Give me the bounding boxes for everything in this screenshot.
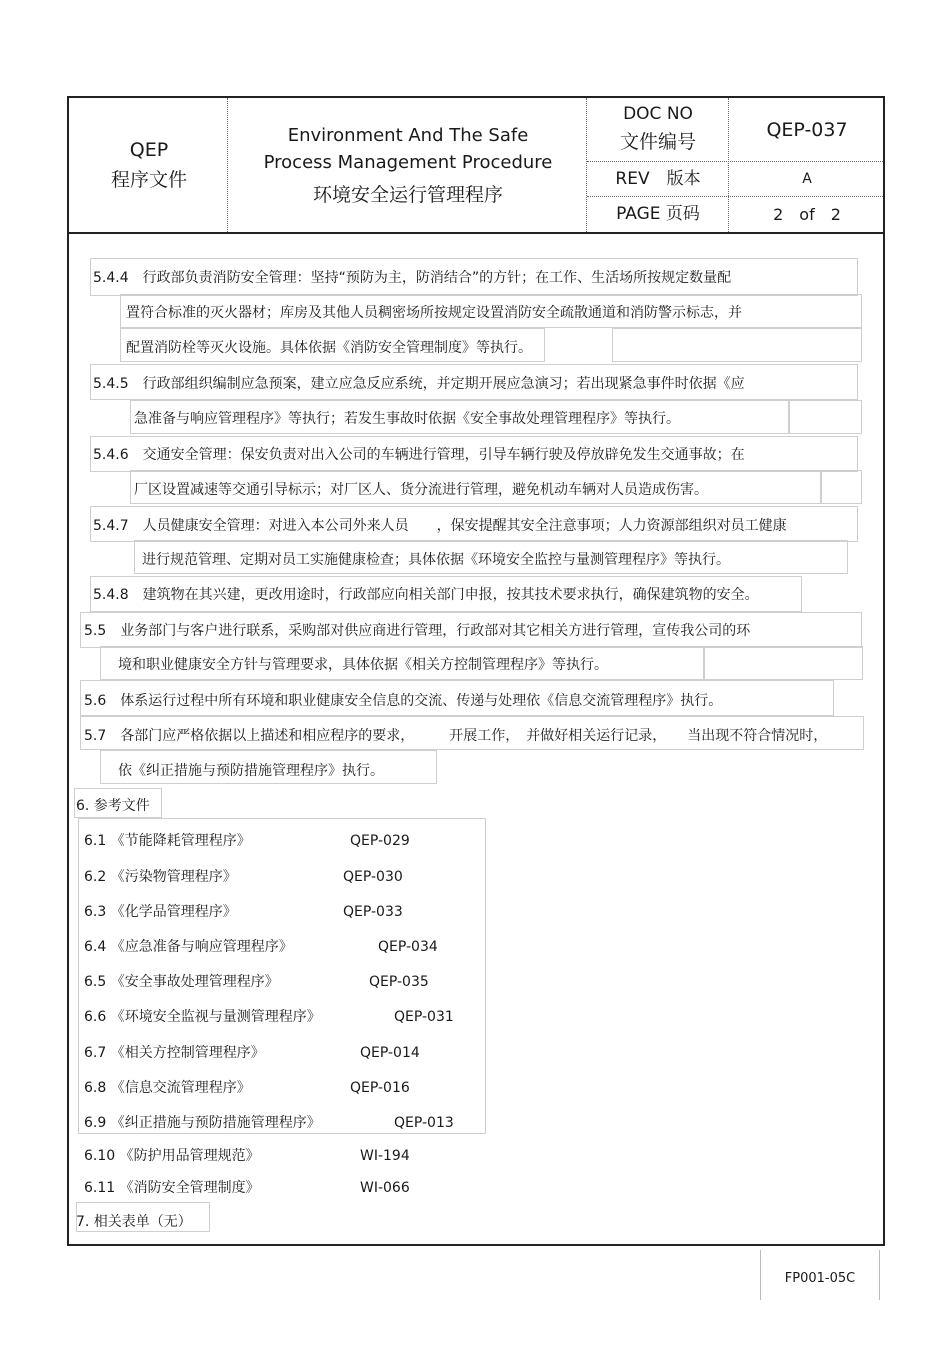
text-line: 5.5 业务部门与客户进行联系，采购部对供应商进行管理，行政部对其它相关方进行管理，宣传我公司的环 xyxy=(84,623,751,639)
reference-code: QEP-033 xyxy=(343,904,403,920)
text-line: 依《纠正措施与预防措施管理程序》执行。 xyxy=(118,763,384,779)
text-line: 进行规范管理、定期对员工实施健康检查；具体依据《环境安全监控与量测管理程序》等执行。 xyxy=(142,552,730,568)
reference-code: QEP-031 xyxy=(394,1009,454,1025)
reference-name: 6.7 《相关方控制管理程序》 xyxy=(84,1045,265,1061)
reference-code: WI-194 xyxy=(360,1148,410,1164)
line-box xyxy=(820,470,862,504)
page-value: 2 of 2 xyxy=(773,205,841,224)
reference-name: 6.11 《消防安全管理制度》 xyxy=(84,1180,260,1196)
reference-name: 6.1 《节能降耗管理程序》 xyxy=(84,833,251,849)
text-line: 5.4.7 人员健康安全管理：对进入本公司外来人员 ，保安提醒其安全注意事项；人力资源部组织对员工健康 xyxy=(93,518,787,534)
qep-label: QEP xyxy=(129,139,169,161)
reference-name: 6.10 《防护用品管理规范》 xyxy=(84,1148,260,1164)
reference-code: WI-066 xyxy=(360,1180,410,1196)
text-line: 境和职业健康安全方针与管理要求，具体依据《相关方控制管理程序》等执行。 xyxy=(118,657,608,673)
text-line: 5.6 体系运行过程中所有环境和职业健康安全信息的交流、传递与处理依《信息交流管理程序》执行。 xyxy=(84,693,723,709)
reference-name: 6.9 《纠正措施与预防措施管理程序》 xyxy=(84,1115,321,1131)
doc-type-label: 程序文件 xyxy=(110,169,187,191)
doc-title-cell xyxy=(229,98,587,232)
reference-code: QEP-016 xyxy=(350,1080,410,1096)
docno-label-cn: 文件编号 xyxy=(619,131,696,153)
rev-label: REV 版本 xyxy=(615,169,701,189)
text-line: 5.4.4 行政部负责消防安全管理：坚持“预防为主，防消结合”的方针；在工作、生活场所按规定数量配 xyxy=(93,270,732,286)
reference-name: 6.2 《污染物管理程序》 xyxy=(84,869,237,885)
text-line: 配置消防栓等灭火设施。具体依据《消防安全管理制度》等执行。 xyxy=(126,340,532,356)
text-line: 厂区设置减速等交通引导标示；对厂区人、货分流进行管理，避免机动车辆对人员造成伤害。 xyxy=(134,482,708,498)
reference-code: QEP-034 xyxy=(378,939,438,955)
text-line: 急准备与响应管理程序》等执行；若发生事故时依据《安全事故处理管理程序》等执行。 xyxy=(134,411,680,427)
text-line: 5.4.5 行政部组织编制应急预案，建立应急反应系统，并定期开展应急演习；若出现紧急事件时依据《应 xyxy=(93,376,745,392)
reference-name: 6.3 《化学品管理程序》 xyxy=(84,904,237,920)
reference-code: QEP-030 xyxy=(343,869,403,885)
section-7-title: 7. 相关表单（无） xyxy=(76,1214,192,1230)
line-box xyxy=(788,400,862,434)
line-box xyxy=(612,328,862,362)
reference-name: 6.6 《环境安全监视与量测管理程序》 xyxy=(84,1009,321,1025)
reference-name: 6.8 《信息交流管理程序》 xyxy=(84,1080,251,1096)
docno-label-cell xyxy=(587,98,729,162)
text-line: 5.7 各部门应严格依据以上描述和相应程序的要求， 开展工作， 并做好相关运行记录， 当出现不符合情况时， xyxy=(84,728,828,744)
text-line: 5.4.6 交通安全管理：保安负责对出入公司的车辆进行管理，引导车辆行驶及停放辟免发生交通事故；在 xyxy=(93,447,745,463)
reference-code: QEP-014 xyxy=(360,1045,420,1061)
reference-code: QEP-013 xyxy=(394,1115,454,1131)
document-header xyxy=(67,96,885,234)
docno-label-en: DOC NO xyxy=(623,104,693,124)
title-en-line2: Process Management Procedure xyxy=(263,151,553,173)
rev-value: A xyxy=(802,171,812,187)
docno-value: QEP-037 xyxy=(766,119,848,141)
title-en-line1: Environment And The Safe xyxy=(287,124,529,146)
text-line: 5.4.8 建筑物在其兴建，更改用途时，行政部应向相关部门申报，按其技术要求执行，确保建筑物的安全。 xyxy=(93,587,759,603)
line-box xyxy=(703,646,863,680)
title-cn: 环境安全运行管理程序 xyxy=(312,183,503,206)
text-line: 置符合标准的灭火器材；库房及其他人员稠密场所按规定设置消防安全疏散通道和消防警示标志，并 xyxy=(126,305,742,321)
page-label: PAGE 页码 xyxy=(616,204,700,224)
form-code: FP001-05C xyxy=(760,1250,880,1300)
reference-name: 6.5 《安全事故处理管理程序》 xyxy=(84,974,279,990)
reference-code: QEP-029 xyxy=(350,833,410,849)
section-6-title: 6. 参考文件 xyxy=(76,798,150,814)
reference-code: QEP-035 xyxy=(369,974,429,990)
reference-name: 6.4 《应急准备与响应管理程序》 xyxy=(84,939,293,955)
doc-category-cell xyxy=(69,98,229,232)
